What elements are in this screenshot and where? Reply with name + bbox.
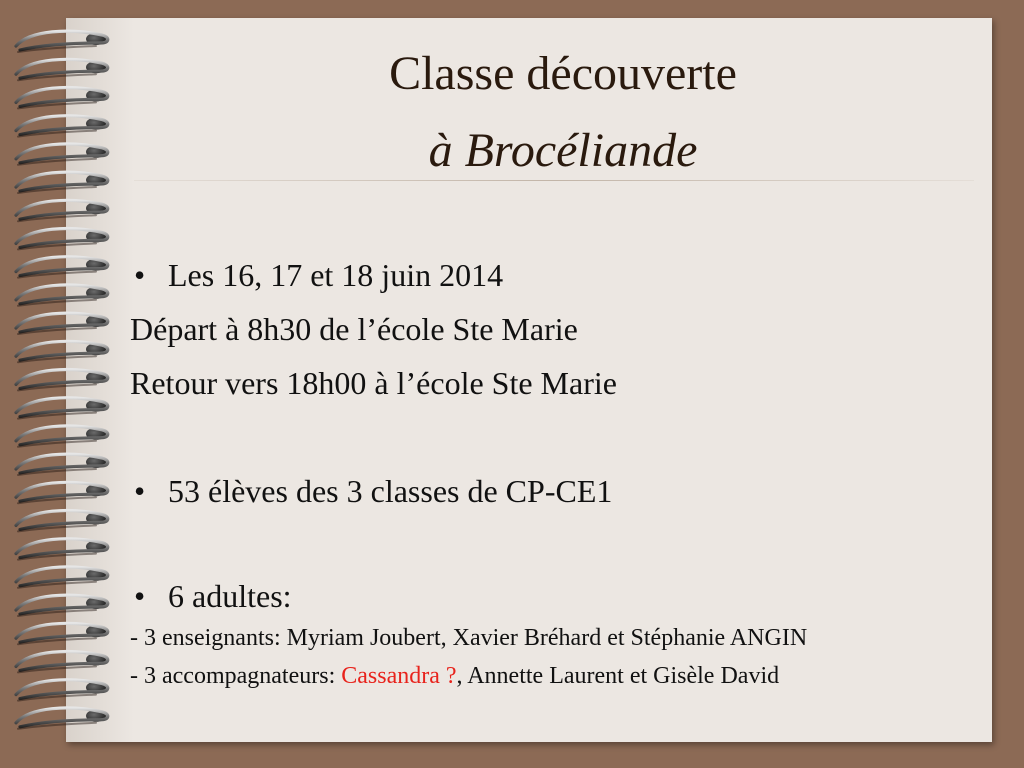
spiral-binding-icon xyxy=(0,0,140,768)
title-divider xyxy=(134,180,974,181)
adultes-item xyxy=(130,580,292,612)
spiral-ring xyxy=(16,313,108,334)
spiral-ring xyxy=(16,370,108,391)
spiral-ring xyxy=(16,623,108,644)
accompagnateurs-suffix: , Annette Laurent et Gisèle David xyxy=(456,663,780,689)
spiral-ring xyxy=(16,144,108,165)
bullet-icon: • xyxy=(134,473,146,509)
depart-text: Départ à 8h30 de l’école Ste Marie xyxy=(130,311,578,347)
spiral-ring xyxy=(16,200,108,221)
spiral-ring xyxy=(16,59,108,80)
enseignants-text: - 3 enseignants: Myriam Joubert, Xavier Bréhard et Stéphanie ANGIN xyxy=(130,625,808,651)
slide-title: Classe découverte xyxy=(389,47,737,100)
bullet-icon: • xyxy=(134,578,146,614)
accompagnateurs-highlight: Cassandra ? xyxy=(341,663,457,689)
spiral-ring xyxy=(16,116,108,137)
spiral-ring xyxy=(16,257,108,278)
spiral-ring xyxy=(16,567,108,588)
accompagnateurs-prefix: - 3 accompagnateurs: xyxy=(130,663,342,689)
spiral-ring xyxy=(16,454,108,475)
spiral-ring xyxy=(16,88,108,109)
dates-item xyxy=(130,259,503,291)
retour-text: Retour vers 18h00 à l’école Ste Marie xyxy=(130,365,617,401)
spiral-ring xyxy=(16,708,108,729)
slide-subtitle: à Brocéliande xyxy=(428,124,698,177)
eleves-text: 53 élèves des 3 classes de CP-CE1 xyxy=(168,473,613,509)
spiral-ring xyxy=(16,172,108,193)
spiral-ring xyxy=(16,539,108,560)
spiral-ring xyxy=(16,426,108,447)
spiral-ring xyxy=(16,680,108,701)
dates-text: Les 16, 17 et 18 juin 2014 xyxy=(168,257,504,293)
spiral-ring xyxy=(16,341,108,362)
spiral-ring xyxy=(16,398,108,419)
spiral-ring xyxy=(16,652,108,673)
adultes-text: 6 adultes: xyxy=(168,578,292,614)
spiral-ring xyxy=(16,285,108,306)
spiral-ring xyxy=(16,511,108,532)
accompagnateurs-line xyxy=(130,664,779,688)
eleves-item xyxy=(130,475,612,507)
spiral-ring xyxy=(16,482,108,503)
spiral-ring xyxy=(16,31,108,52)
spiral-ring xyxy=(16,229,108,250)
spiral-ring xyxy=(16,595,108,616)
bullet-icon: • xyxy=(134,257,146,293)
